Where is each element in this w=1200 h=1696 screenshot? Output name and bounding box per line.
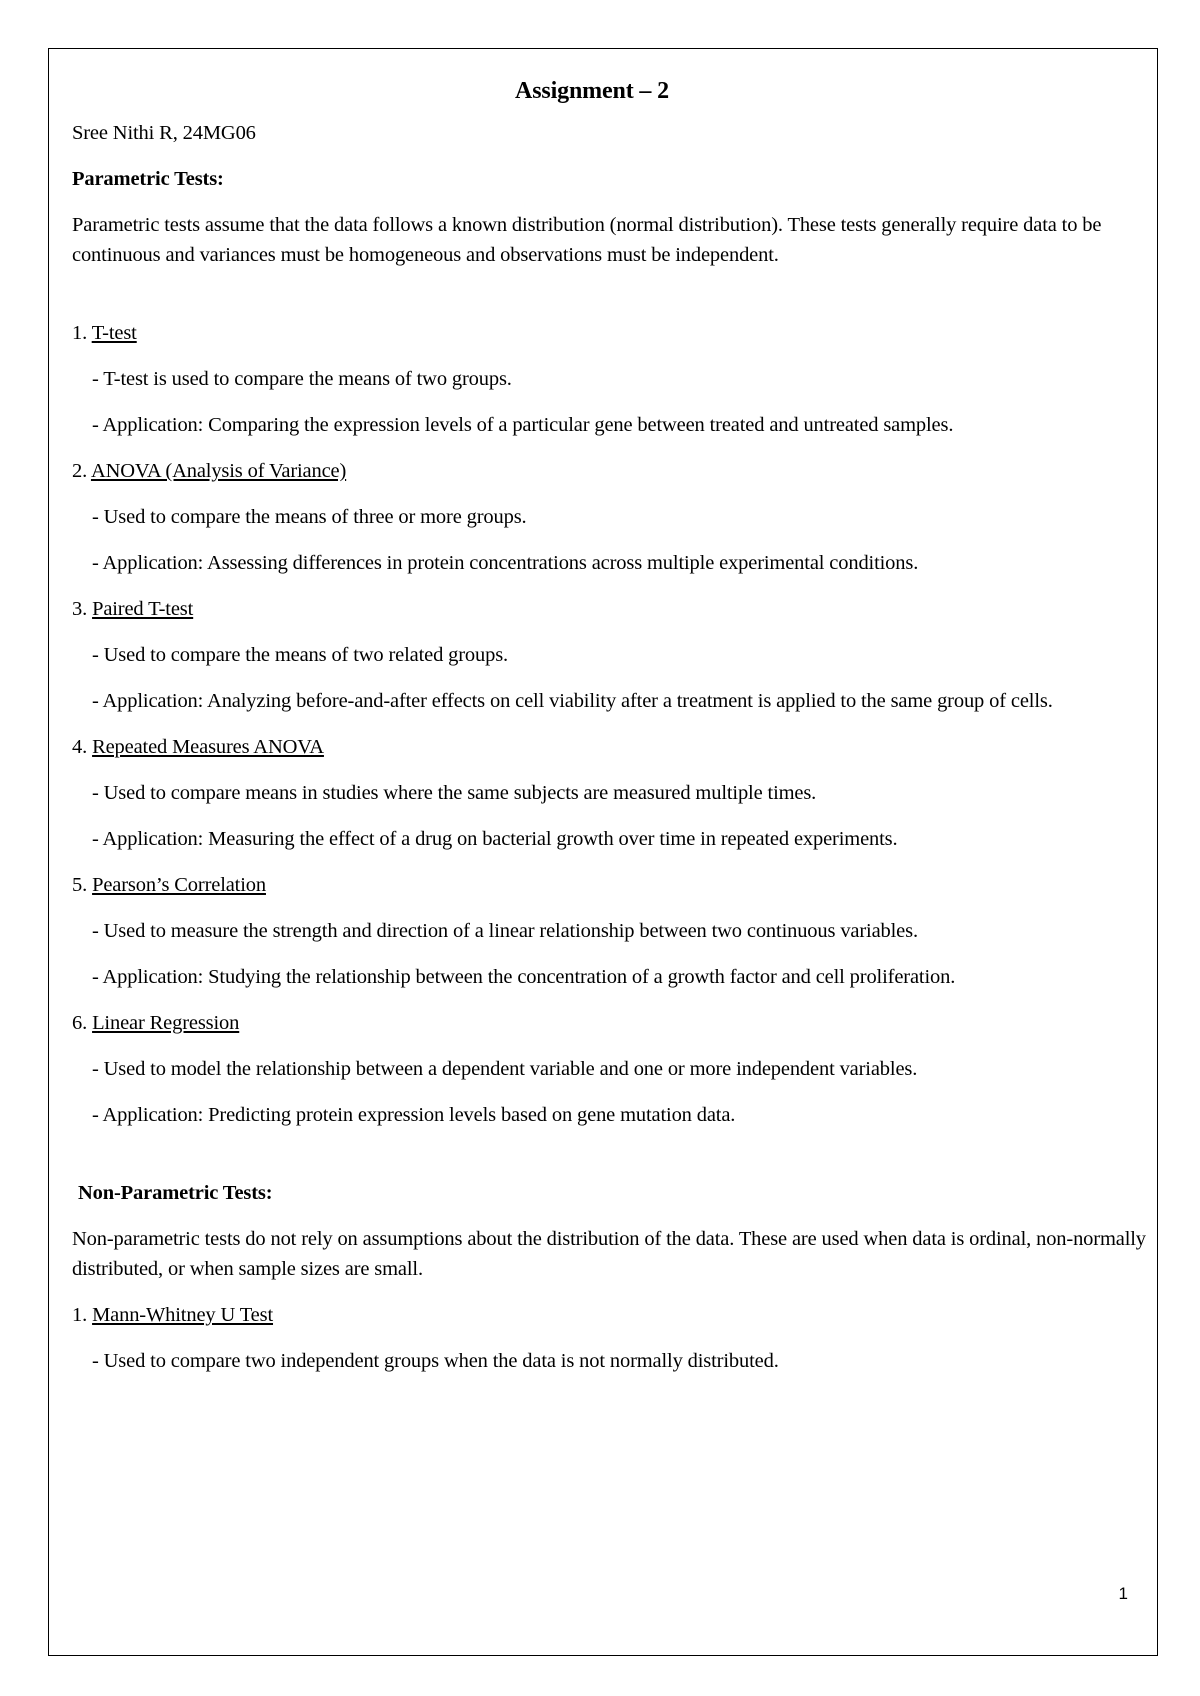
test-item-heading xyxy=(72,1008,1152,1038)
test-item-number: 4. xyxy=(72,736,88,758)
test-item-use: - Used to compare the means of three or more groups. xyxy=(92,506,527,528)
spacer xyxy=(72,286,1152,318)
test-item-use: - Used to model the relationship between a dependent variable and one or more independent variables. xyxy=(92,1058,918,1080)
spacer xyxy=(72,1146,1152,1178)
test-item-heading xyxy=(72,732,1152,762)
page-number: 1 xyxy=(1118,1584,1128,1603)
test-item-name: Linear Regression xyxy=(92,1012,240,1034)
test-item-application xyxy=(72,686,1152,716)
test-item-heading xyxy=(72,870,1152,900)
test-item-heading xyxy=(72,594,1152,624)
test-item-application: - Application: Measuring the effect of a drug on bacterial growth over time in repeated experiments. xyxy=(92,828,898,850)
test-item-number: 1. xyxy=(72,1304,88,1326)
test-item-number: 1. xyxy=(72,322,88,344)
non-parametric-intro: Non-parametric tests do not rely on assumptions about the distribution of the data. These are used when data is ordinal, non-normally distributed, or when sample sizes are small. xyxy=(72,1228,1146,1280)
test-item-heading xyxy=(72,318,1152,348)
test-item-name: Pearson’s Correlation xyxy=(92,874,266,896)
test-item-use: - Used to compare two independent groups when the data is not normally distributed. xyxy=(92,1350,779,1372)
test-item-name: T-test xyxy=(91,322,137,344)
test-item-application-text: - Application: Studying the relationship between the concentration of a growth factor and cell proliferation. xyxy=(92,966,956,988)
parametric-heading: Parametric Tests: xyxy=(72,168,224,190)
test-item-number: 2. xyxy=(72,460,88,482)
test-item-name: ANOVA (Analysis of Variance) xyxy=(90,460,347,482)
test-item-number: 3. xyxy=(72,598,88,620)
test-item-application-text: - Application: Analyzing before-and-after effects on cell viability after a treatment is applied to the same group of cells. xyxy=(92,690,1053,712)
test-item-number: 5. xyxy=(72,874,88,896)
test-item-heading xyxy=(72,1300,1152,1330)
test-item-heading xyxy=(72,456,1152,486)
document-title: Assignment – 2 xyxy=(515,78,669,104)
test-item-use: - Used to measure the strength and direction of a linear relationship between two continuous variables. xyxy=(92,920,918,942)
non-parametric-heading: Non-Parametric Tests: xyxy=(78,1182,273,1204)
test-item-use: - Used to compare means in studies where the same subjects are measured multiple times. xyxy=(92,782,817,804)
test-item-name: Mann-Whitney U Test xyxy=(92,1304,274,1326)
document-body xyxy=(72,72,1152,1392)
test-item-name: Repeated Measures ANOVA xyxy=(92,736,324,758)
test-item-application: - Application: Assessing differences in protein concentrations across multiple experimental conditions. xyxy=(92,552,919,574)
test-item-application: - Application: Predicting protein expression levels based on gene mutation data. xyxy=(92,1104,736,1126)
test-item-application: - Application: Comparing the expression levels of a particular gene between treated and untreated samples. xyxy=(92,414,954,436)
test-item-application xyxy=(72,962,1152,992)
parametric-intro: Parametric tests assume that the data follows a known distribution (normal distribution). These tests generally require data to be continuous and variances must be homogeneous and observations must be independent. xyxy=(72,214,1102,266)
test-item-use: - T-test is used to compare the means of two groups. xyxy=(92,368,512,390)
test-item-number: 6. xyxy=(72,1012,88,1034)
test-item-use: - Used to compare the means of two related groups. xyxy=(92,644,509,666)
test-item-name: Paired T-test xyxy=(92,598,194,620)
author-line: Sree Nithi R, 24MG06 xyxy=(72,122,256,144)
